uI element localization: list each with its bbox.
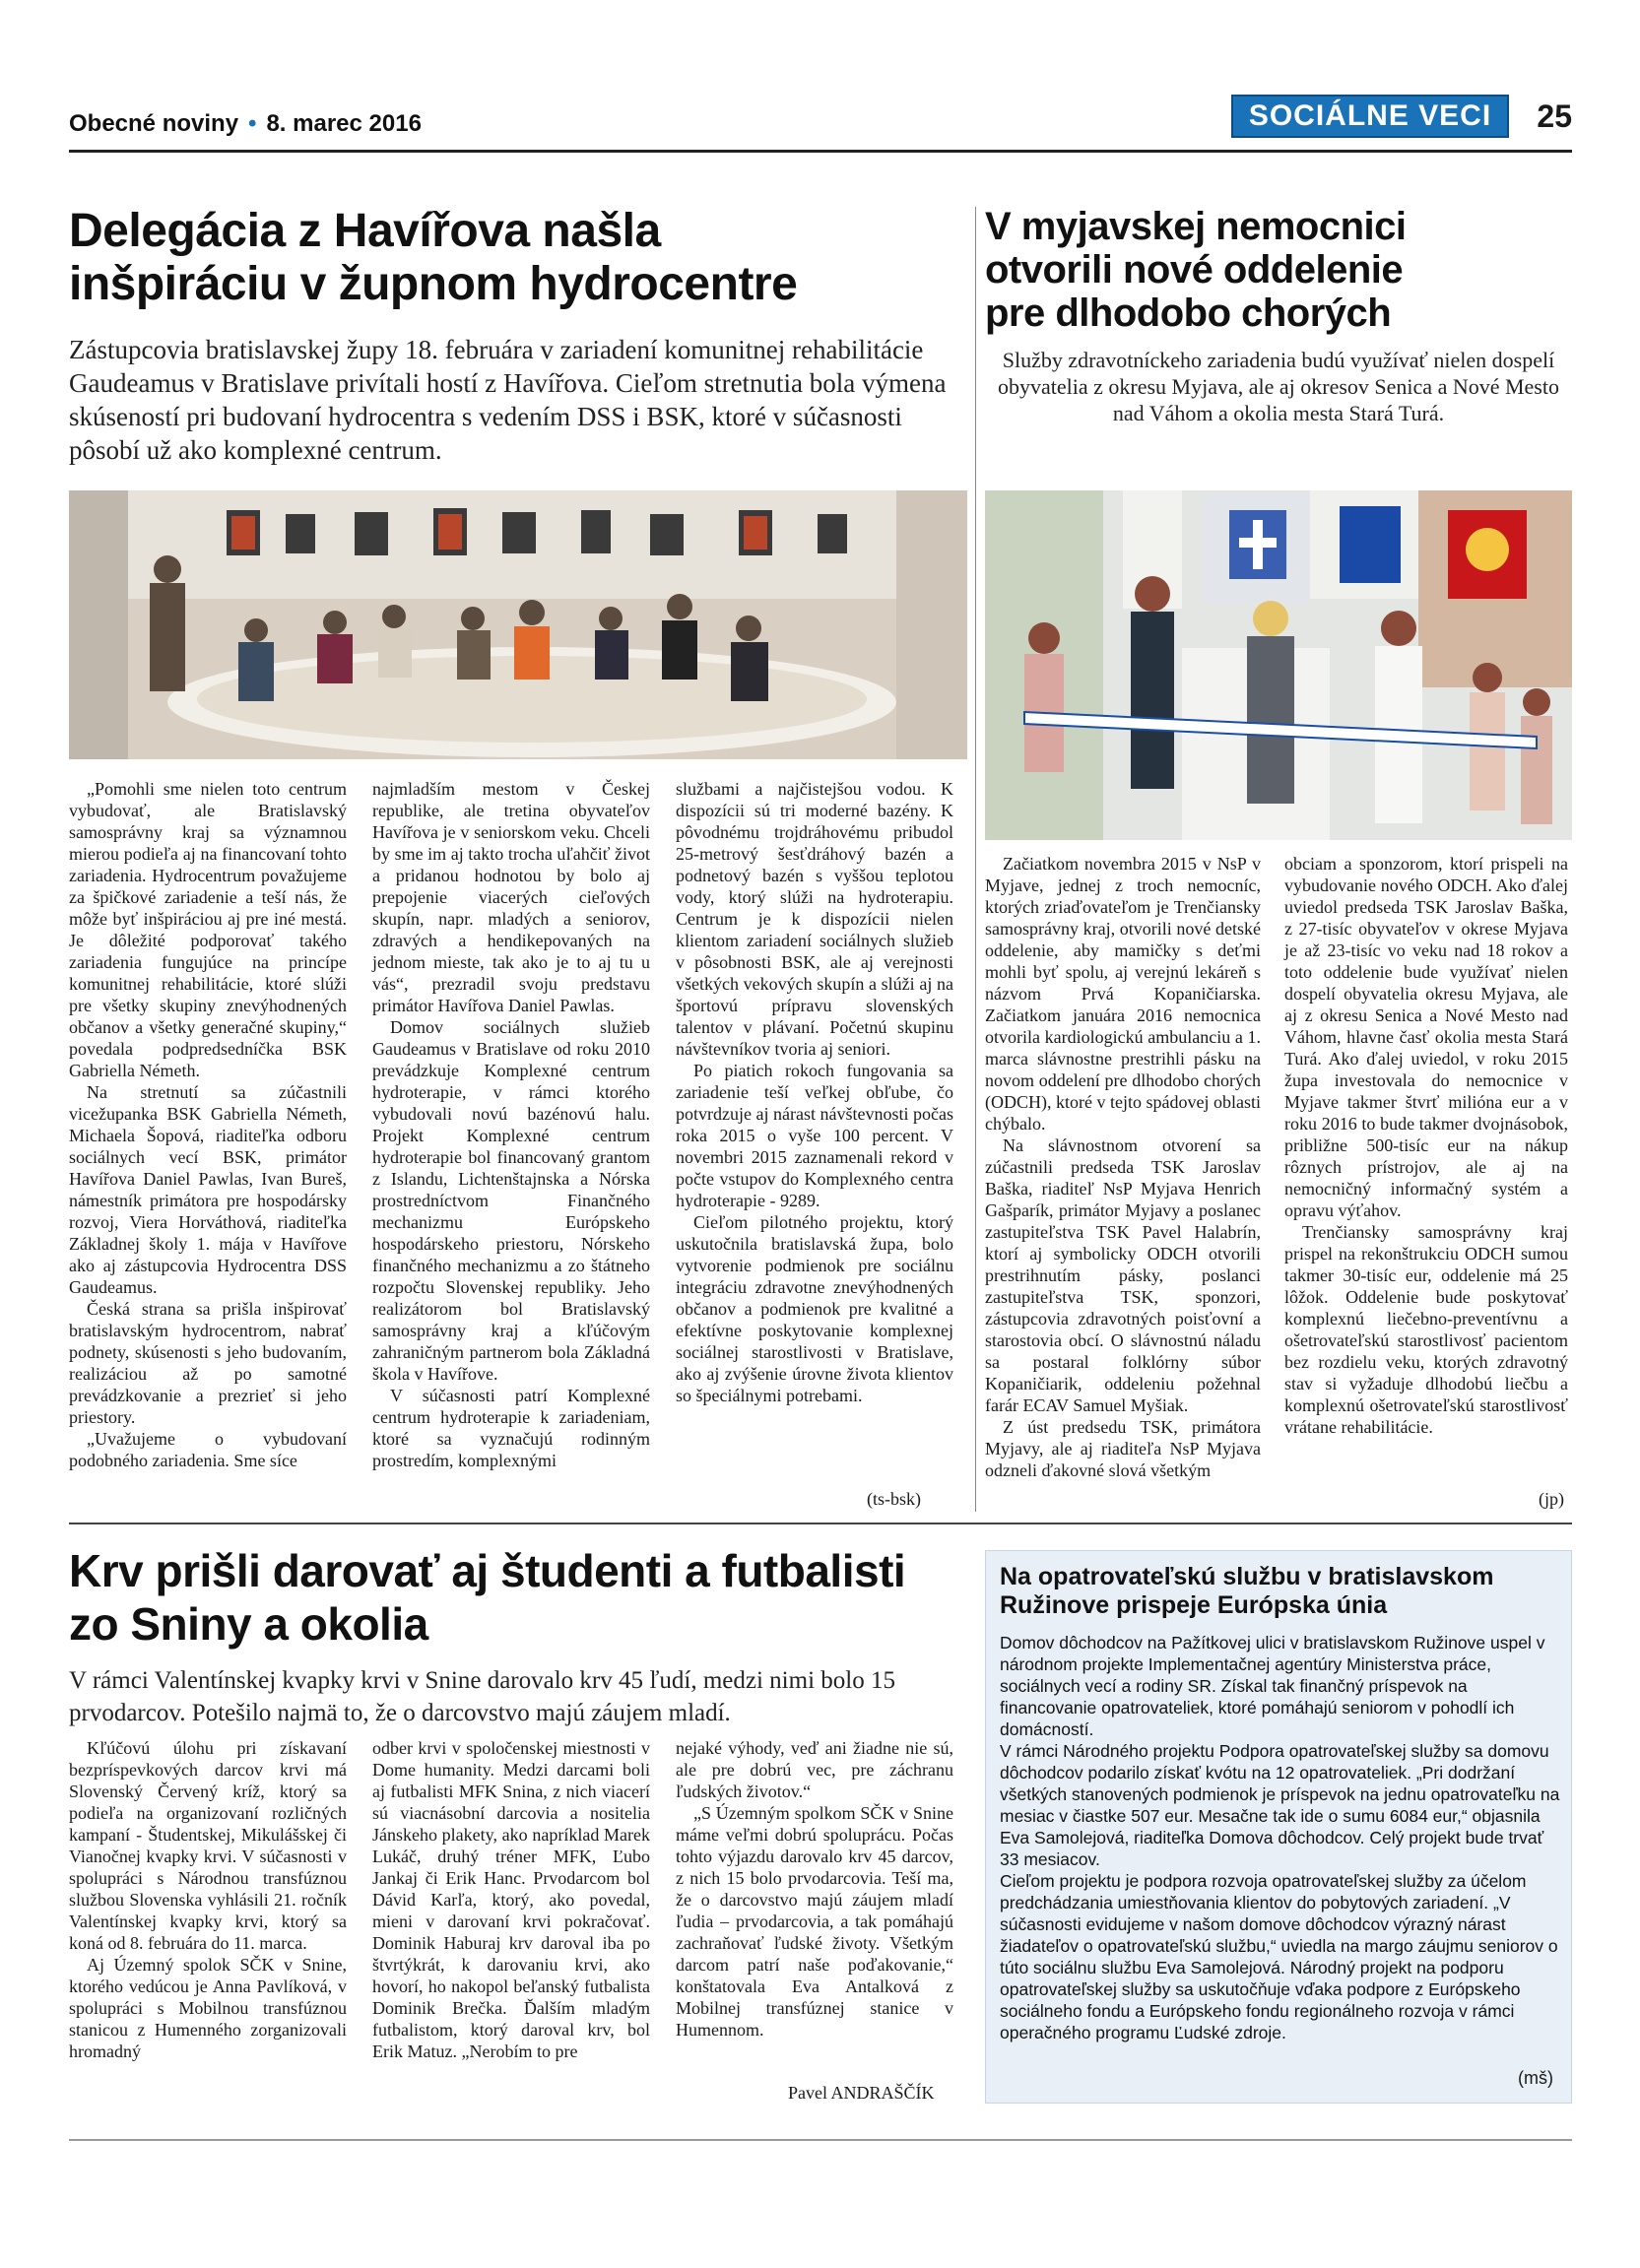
article3-column2: odber krvi v spoločenskej miestnosti v Dome humanity. Medzi darcami boli aj futbalisti MFK Snina, z nich viacerí sú viacnásobní darcovia a nositelia Jánskeho plakety, ako napríklad Marek Lukáč, druhý tréner MFK, Ľubo Jankaj či Erik Hanc. Prvodarcom bol Dávid Karľa, ktorý, ako povedal, mieni v darovaní krvi pokračovať. Dominik Haburaj krv daroval iba po štvrtýkrát, k darovaniu krvi, ako hovorí, ho nakopol beľanský futbalista Dominik Brečka. Ďalším mladým futbalistom, ktorý daroval krv, bol Erik Matuz. „Nerobím to pre [372, 1738, 650, 2061]
article3-headline: Krv prišli darovať aj študenti a futbalisti zo Sniny a okolia [69, 1545, 906, 1650]
article1-column3: službami a najčistejšou vodou. K dispozícii sú tri moderné bazény. K pôvodnému trojdráhovému pribudol 25-metrový šesťdráhový bazén a podnetový bazén s vyššou teplotou vody, ktorý slúži na hydroterapiu. Centrum je k dispozícii nielen klientom zariadení sociálnych služieb v pôsobnosti BSK, ale aj verejnosti všetkých vekových skupín a slúži aj na športovú prípravu slovenských talentov v plávaní. Početnú skupinu návštevníkov tvoria aj seniori. Po piatich rokoch fungovania sa zariadenie teší veľkej obľube, čo potvrdzuje aj nárast návštevnosti počas roka 2015 o vyše 100 percent. V novembri 2015 zaznamenali rekord v počte vstupov do Komplexného centra hydroterapie - 9289. Cieľom pilotného projektu, ktorý uskutočnila bratislavská župa, bolo vytvorenie podmienok pre sociálnu integráciu zdravotne znevýhodnených občanov a podmienok pre kvalitné a efektívne poskytovanie komplexnej sociálnej starostlivosti v Bratislave, ako aj zvýšenie úrovne života klientov so špeciálnymi potrebami. [676, 779, 953, 1405]
article1-headline: Delegácia z Havířova našla inšpiráciu v župnom hydrocentre [69, 205, 798, 310]
box-text: Domov dôchodcov na Pažítkovej ulici v bratislavskom Ružinove uspel v národnom projekte Implementačnej agentúry Ministerstva práce, sociálnych vecí a rodiny SR. Získal tak finančný príspevok na financovanie opatrovateliek, ktoré pomáhajú seniorom v pohodlí ich domácností. V rámci Národného projektu Podpora opatrovateľskej služby sa domovu dôchodcov podarilo získať kvótu na 12 opatrovateliek. „Pri dodržaní všetkých stanovených podmienok je príspevok na jednu opatrovateľku na mesiac v čiastke 507 eur. Mesačne tak ide o sumu 6084 eur,“ objasnila Eva Samolejová, riaditeľka Domova dôchodcov. Celý projekt bude trvať 33 mesiacov. Cieľom projektu je podpora rozvoja opatrovateľskej služby za účelom predchádzania umiestňovania klientov do pobytových zariadení. „V súčasnosti evidujeme v našom domove dôchodcov výrazný nárast žiadateľov o opatrovateľskú službu,“ uviedla na margo záujmu seniorov o túto sociálnu službu Eva Samolejová. Národný projekt na podporu opatrovateľskej služby sa uskutočňuje vďaka podpore z Európskeho sociálneho fondu a Európskeho fondu regionálneho rozvoja v rámci operačného programu Ľudské zdroje. [1000, 1633, 1560, 2042]
info-box [985, 1550, 1572, 2104]
article1-column2: najmladším mestom v Českej republike, ale tretina obyvateľov Havířova je v seniorskom veku. Chceli by sme im aj takto trocha uľahčiť život a pridanou hodnotou by bolo aj prepojenie viacerých cieľových skupín, napr. mladých a seniorov, zdravých a hendikepovaných na jednom mieste, tak ako je to aj tu u vás“, prezradil svoju predstavu primátor Havířova Daniel Pawlas. Domov sociálnych služieb Gaudeamus v Bratislave od roku 2010 prevádzkuje Komplexné centrum hydroterapie, v rámci ktorého vybudovali novú bazénovú halu. Projekt Komplexné centrum hydroterapie bol financovaný grantom z Islandu, Lichtenštajnska a Nórska prostredníctvom Finančného mechanizmu Európskeho hospodárskeho priestoru, Nórskeho finančného mechanizmu a zo štátneho rozpočtu Slovenskej republiky. Jeho realizátorom bol Bratislavský samosprávny kraj a kľúčovým zahraničným partnerom bola Základná škola v Havířove. V súčasnosti patrí Komplexné centrum hydroterapie k zariadeniam, ktoré sa vyznačujú rodinným prostredím, komplexnými [372, 779, 650, 1470]
article3-signature: Pavel ANDRAŠČÍK [788, 2083, 935, 2103]
page-number: 25 [1537, 98, 1572, 134]
column-separator [975, 207, 976, 1512]
article2-lead: Služby zdravotníckeho zariadenia budú využívať nielen dospelí obyvatelia z okresu Myjava, ale aj okresov Senica a Nové Mesto nad Váhom a okolia mesta Stará Turá. [998, 348, 1559, 425]
box-headline: Na opatrovateľskú službu v bratislavskom Ružinove prispeje Európska únia [1000, 1563, 1494, 1619]
page-header [69, 95, 1572, 152]
header-rule [69, 150, 1572, 153]
separator-dot: • [248, 110, 257, 137]
footer-rule [69, 2139, 1572, 2141]
paper-name: Obecné noviny [69, 110, 239, 137]
section-label: SOCIÁLNE VECI [1231, 95, 1509, 138]
issue-date: 8. marec 2016 [266, 110, 422, 137]
box-signature: (mš) [1518, 2068, 1553, 2088]
article1-column1: „Pomohli sme nielen toto centrum vybudovať, ale Bratislavský samosprávny kraj sa významnou mierou podieľa aj na financovaní tohto zariadenia. Hydrocentrum považujeme za špičkové zariadenie a teší nás, že môže byť inšpiráciou aj pre iné mestá. Je dôležité podporovať takého zariadenia fungujúce na princípe komunitnej rehabilitácie, ktoré slúži pre všetky skupiny znevýhodnených občanov a všetky generačné skupiny,“ povedala podpredsedníčka BSK Gabriella Németh. Na stretnutí sa zúčastnili vicežupanka BSK Gabriella Németh, Michaela Šopová, riaditeľka odboru sociálnych vecí BSK, primátor Havířova Daniel Pawlas, Ivan Bureš, námestník primátora pre hospodársky rozvoj, Viera Horváthová, riaditeľka Základnej školy 1. mája v Havířove ako aj zástupcovia Hydrocentra DSS Gaudeamus. Česká strana sa prišla inšpirovať bratislavským hydrocentrom, nabrať podnety, skúsenosti s jeho budovaním, realizáciou až po samotné prevádzkovanie a prezrieť si jeho priestory. „Uvažujeme o vybudovaní podobného zariadenia. Sme síce [69, 779, 347, 1470]
section-rule [69, 1523, 1572, 1524]
article2-column1: Začiatkom novembra 2015 v NsP v Myjave, jednej z troch nemocníc, ktorých zriaďovateľom je Trenčiansky samosprávny kraj, otvorili nové detské oddelenie, aby mamičky s deťmi mohli byť spolu, aj verejnú lekáreň s názvom Prvá Kopaničiarska. Začiatkom januára 2016 nemocnica otvorila kardiologickú ambulanciu a 1. marca slávnostne prestrihli pásku na novom oddelení pre dlhodobo chorých (ODCH), ktoré v tejto spádovej oblasti chýbalo. Na slávnostnom otvorení sa zúčastnili predseda TSK Jaroslav Baška, riaditeľ NsP Myjava Henrich Gašparík, primátor Myjavy a poslanec zastupiteľstva TSK Pavel Halabrín, ktorí aj symbolicky ODCH otvorili prestrihnutím pásky, poslanci zastupiteľstva TSK, sponzori, zástupcovia zdravotných poisťovní a starostovia obcí. O slávnostnú náladu sa postaral folklórny súbor Kopaničiarik, oddeleniu požehnal farár ECAV Samuel Myšiak. Z úst predsedu TSK, primátora Myjavy, ale aj riaditeľa NsP Myjava odzneli ďakovné slová všetkým [985, 854, 1261, 1480]
article2-headline: V myjavskej nemocnici otvorili nové oddelenie pre dlhodobo chorých [985, 205, 1407, 335]
article3-column1: Kľúčovú úlohu pri získavaní bezpríspevkových darcov krvi má Slovenský Červený kríž, ktorý sa podieľa na organizovaní rozličných kampaní - Študentskej, Mikulášskej či Vianočnej kvapky krvi. V súčasnosti v spolupráci s Národnou transfúznou službou Slovenska vyhlásili 21. ročník Valentínskej kvapky krvi, ktorý sa koná od 8. februára do 11. marca. Aj Územný spolok SČK v Snine, ktorého vedúcou je Anna Pavlíková, v spolupráci s Mobilnou transfúznou stanicou z Humenného zorganizovali hromadný [69, 1738, 347, 2061]
article3-column3: nejaké výhody, veď ani žiadne nie sú, ale pre dobrú vec, pre záchranu ľudských životov.“ „S Územným spolkom SČK v Snine máme veľmi dobrú spoluprácu. Počas tohto výjazdu darovalo krv 45 darcov, z nich 15 bolo prvodarcovia. Teší ma, že o darcovstvo majú záujem mladí ľudia – prvodarcovia, a tak pomáhajú zachraňovať ľudské životy. Všetkým darcom patrí naše poďakovanie,“ konštatovala Eva Antalková z Mobilnej transfúznej stanice v Humennom. [676, 1738, 953, 2040]
article3-lead: V rámci Valentínskej kvapky krvi v Snine darovalo krv 45 ľudí, medzi nimi bolo 15 prvodarcov. Potešilo najmä to, že o darcovstvo majú záujem mladí. [69, 1667, 895, 1726]
meeting-photo [69, 490, 967, 759]
article1-lead: Zástupcovia bratislavskej župy 18. februára v zariadení komunitnej rehabilitácie Gaudeamus v Bratislave privítali hostí z Havířova. Cieľom stretnutia bola výmena skúseností pri budovaní hydrocentra s vedením DSS i BSK, ktoré v súčasnosti pôsobí už ako komplexné centrum. [69, 335, 947, 465]
masthead [69, 110, 422, 138]
article1-signature: (ts-bsk) [867, 1489, 921, 1509]
ribbon-cutting-photo [985, 490, 1572, 840]
article2-signature: (jp) [1539, 1489, 1564, 1509]
article2-column2: obciam a sponzorom, ktorí prispeli na vybudovanie nového ODCH. Ako ďalej uviedol predseda TSK Jaroslav Baška, z 27-tisíc obyvateľov v okrese Myjava je až 23-tisíc vo veku nad 18 rokov a toto oddelenie bude využívať nielen dospelí obyvatelia okresu Myjava, ale aj z okresu Senica a Nové Mesto nad Váhom, hlavne časť okolia mesta Stará Turá. Ako ďalej uviedol, v roku 2015 župa investovala do nemocnice v Myjave takmer štvrť milióna eur a v roku 2016 to bude takmer dvojnásobok, približne 500-tisíc eur na nákup rôznych prístrojov, ale aj na nemocničný informačný systém a opravu výťahov. Trenčiansky samosprávny kraj prispel na rekonštrukciu ODCH sumou takmer 30-tisíc eur, oddelenie má 25 lôžok. Oddelenie bude poskytovať komplexnú liečebno-preventívnu a ošetrovateľskú starostlivosť pacientom bez rozdielu veku, ktorých zdravotný stav si vyžaduje dlhodobú liečbu a komplexnú ošetrovateľskú starostlivosť vrátane rehabilitácie. [1284, 854, 1568, 1437]
